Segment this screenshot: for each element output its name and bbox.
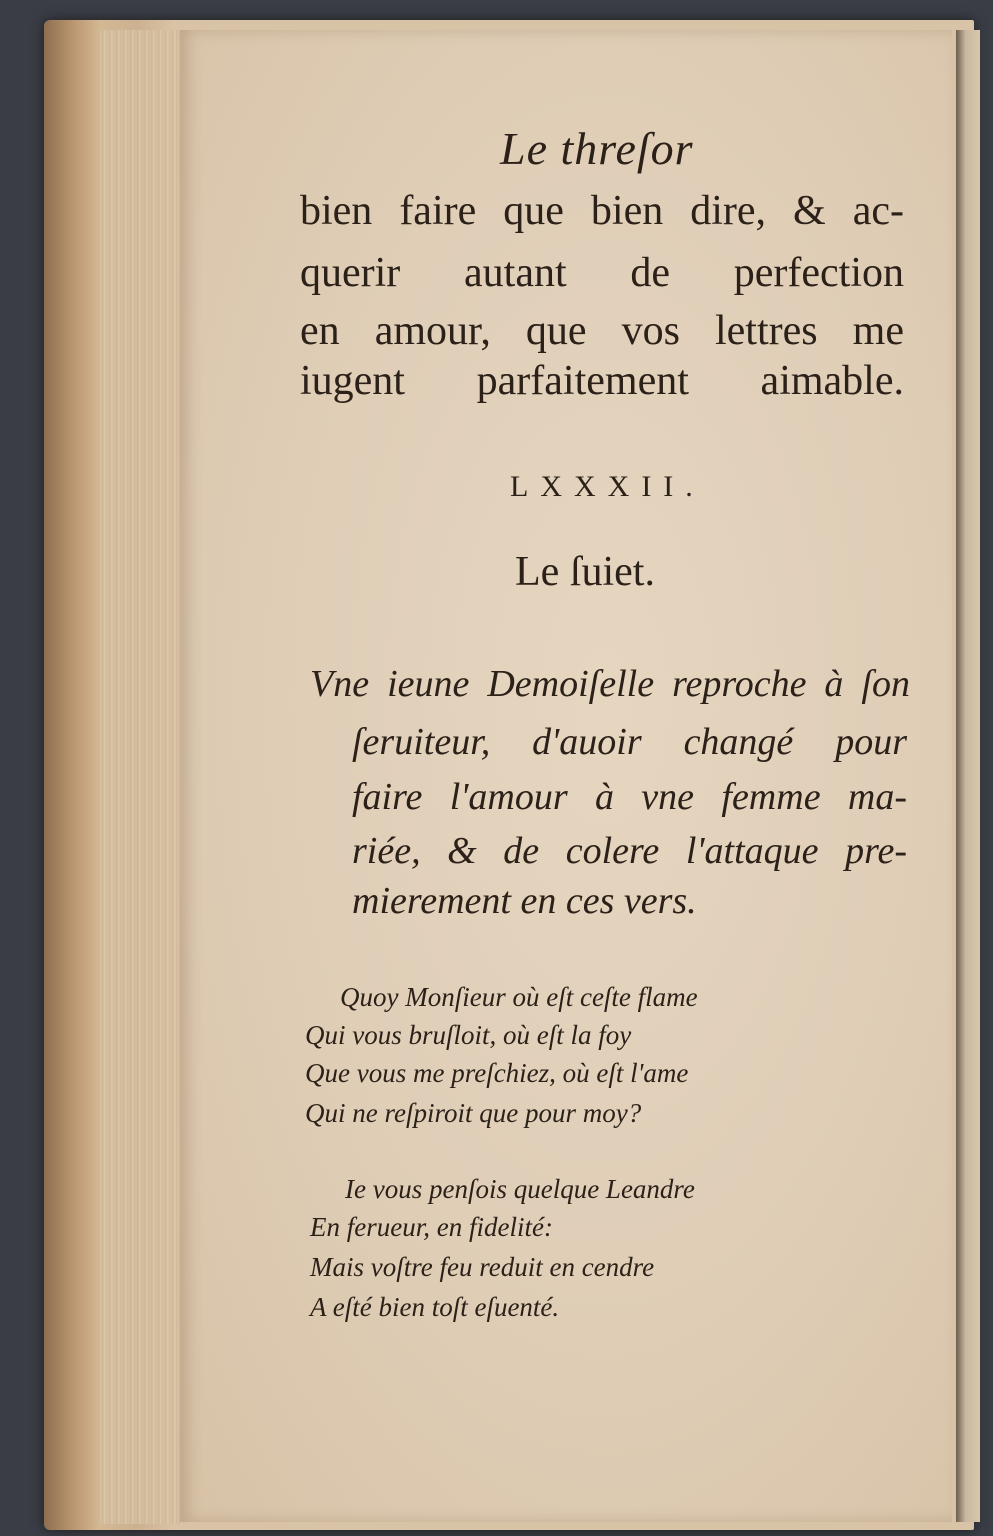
argument-line: faire l'amour à vne femme ma- — [352, 776, 907, 818]
verse-line: Quoy Monſieur où eſt ceſte flame — [340, 982, 698, 1012]
argument-line: mierement en ces vers. — [352, 880, 697, 922]
verse-line: Mais voſtre feu reduit en cendre — [310, 1252, 655, 1282]
verse-line: Ie vous penſois quelque Leandre — [345, 1174, 695, 1204]
argument-line: riée, & de colere l'attaque pre- — [352, 830, 907, 872]
verse-line: En ferueur, en fidelité: — [310, 1212, 553, 1242]
verse-line: Qui vous bruſloit, où eſt la foy — [305, 1020, 632, 1050]
paragraph-line: querir autant de perfection — [300, 250, 904, 296]
verse-line: Qui ne reſpiroit que pour moy? — [305, 1098, 642, 1128]
facing-page-edge — [956, 30, 980, 1522]
paragraph-line: iugent parfaitement aimable. — [300, 358, 904, 404]
section-number: LXXXII. — [510, 470, 705, 503]
paragraph-line: en amour, que vos lettres me — [300, 308, 904, 354]
verse-line: Que vous me preſchiez, où eſt l'ame — [305, 1058, 689, 1088]
verse-line: A eſté bien toſt eſuenté. — [310, 1292, 560, 1322]
argument-line: Vne ieune Demoiſelle reproche à ſon — [310, 663, 910, 705]
subject-title: Le ſuiet. — [515, 549, 655, 595]
paragraph-line: bien faire que bien dire, & ac- — [300, 188, 904, 234]
argument-line: ſeruiteur, d'auoir changé pour — [352, 721, 907, 763]
page-edges — [100, 30, 186, 1524]
running-head: Le threſor — [500, 123, 694, 174]
